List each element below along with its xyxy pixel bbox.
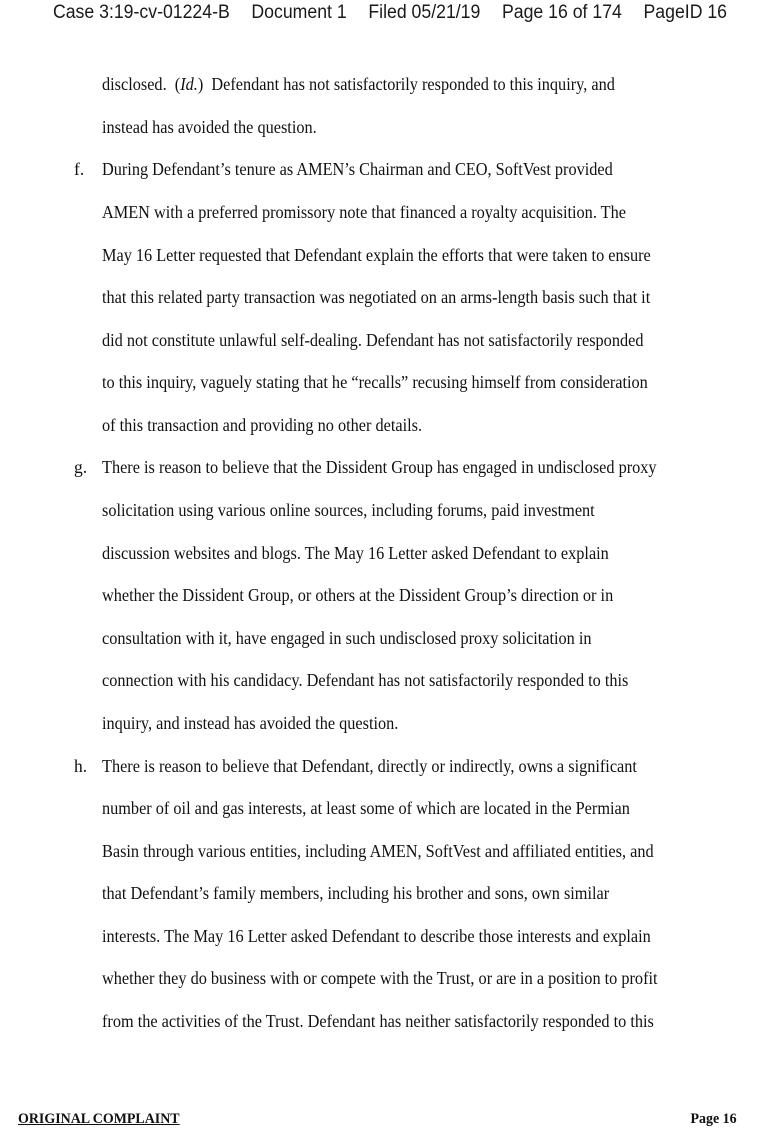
item-f-line: did not constitute unlawful self-dealing. Defendant has not satisfactorily responded	[102, 330, 644, 350]
item-h-line: Basin through various entities, including AMEN, SoftVest and affiliated entities, and	[102, 841, 654, 861]
item-f-line: of this transaction and providing no other details.	[102, 415, 423, 435]
item-h-line: number of oil and gas interests, at least some of which are located in the Permian	[102, 798, 630, 818]
text-segment: ) Defendant has not satisfactorily responded to this inquiry, and	[197, 74, 615, 94]
item-g-line: whether the Dissident Group, or others at the Dissident Group’s direction or in	[102, 585, 614, 605]
item-h-line: from the activities of the Trust. Defendant has neither satisfactorily responded to this	[102, 1011, 654, 1031]
item-h-line: that Defendant’s family members, including his brother and sons, own similar	[102, 883, 610, 903]
item-f-line: AMEN with a preferred promissory note that financed a royalty acquisition. The	[102, 202, 626, 222]
filed-date: Filed 05/21/19	[368, 2, 481, 23]
item-f-label: f.	[74, 159, 85, 179]
item-g-line: There is reason to believe that the Dissident Group has engaged in undisclosed proxy	[102, 457, 657, 477]
page-id: PageID 16	[643, 2, 728, 23]
continuation-line-2: instead has avoided the question.	[102, 117, 317, 137]
item-h-line: interests. The May 16 Letter asked Defendant to describe those interests and explain	[102, 926, 651, 946]
item-g-line: solicitation using various online sources, including forums, paid investment	[102, 500, 595, 520]
item-g-line: connection with his candidacy. Defendant has not satisfactorily responded to this	[102, 670, 629, 690]
case-number: Case 3:19-cv-01224-B	[52, 2, 230, 23]
item-h-line: There is reason to believe that Defendant, directly or indirectly, owns a significant	[102, 756, 637, 776]
item-f-line: During Defendant’s tenure as AMEN’s Chairman and CEO, SoftVest provided	[102, 159, 613, 179]
item-f-line: to this inquiry, vaguely stating that he “recalls” recusing himself from consideration	[102, 372, 648, 392]
item-g-label: g.	[74, 457, 88, 477]
id-citation: Id.	[180, 74, 198, 94]
item-f-line: that this related party transaction was negotiated on an arms-length basis such that it	[102, 287, 651, 307]
page-count: Page 16 of 174	[501, 2, 622, 23]
text-segment: disclosed. (	[102, 74, 181, 94]
continuation-line-1	[102, 74, 615, 95]
item-f-line: May 16 Letter requested that Defendant explain the efforts that were taken to ensure	[102, 245, 651, 265]
item-h-label: h.	[74, 756, 88, 776]
footer-page-number: Page 16	[690, 1111, 737, 1127]
item-g-line: discussion websites and blogs. The May 16 Letter asked Defendant to explain	[102, 543, 609, 563]
item-g-line: inquiry, and instead has avoided the question.	[102, 713, 399, 733]
footer-document-title: ORIGINAL COMPLAINT	[18, 1111, 180, 1127]
item-h-line: whether they do business with or compete with the Trust, or are in a position to profit	[102, 968, 658, 988]
document-number: Document 1	[251, 2, 347, 23]
item-g-line: consultation with it, have engaged in such undisclosed proxy solicitation in	[102, 628, 592, 648]
court-filing-header	[27, 2, 752, 24]
